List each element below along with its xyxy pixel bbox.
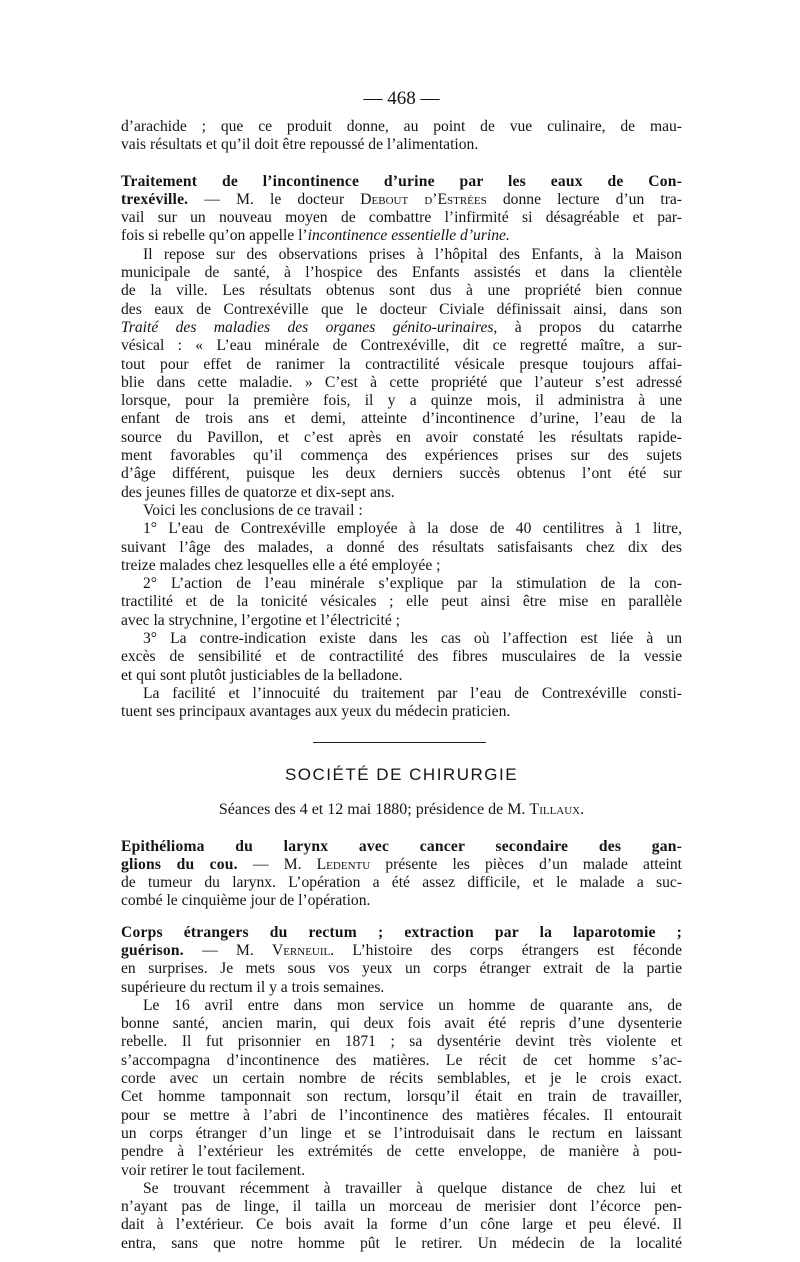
text-line: entra, sans que notre homme pût le retirer. Un médecin de la localité <box>121 1234 682 1252</box>
page-number: — 468 — <box>363 88 440 109</box>
article-heading <box>121 924 682 942</box>
text-line: glions du cou. — M. Ledentu présente les pièces d’un malade atteint <box>121 855 683 873</box>
text-line: combé le cinquième jour de l’opération. <box>121 892 371 910</box>
text-line: 3° La contre-indication existe dans les cas où l’affection est liée à un <box>143 630 682 648</box>
session-info: Séances des 4 et 12 mai 1880; présidence de M. Tillaux. <box>218 800 585 818</box>
text-line: tout pour effet de ranimer la contractilité vésicale presque toujours affai- <box>121 355 682 373</box>
text-line: ment favorables qu’il commença des expériences prises sur des sujets <box>121 447 682 465</box>
text-line: vais résultats et qu’il doit être repoussé de l’alimentation. <box>121 136 479 154</box>
text-line: enfant de trois ans et demi, atteinte d’incontinence d’urine, l’eau de la <box>121 410 682 428</box>
text-line: pour se mettre à l’abri de l’incontinence des matières fécales. Il entourait <box>121 1106 682 1124</box>
section-title: SOCIÉTÉ DE CHIRURGIE <box>284 764 519 784</box>
text-line: bonne santé, ancien marin, qui deux fois avait été repris d’une dysenterie <box>121 1015 682 1033</box>
text-line: trexéville. — M. le docteur Debout d’Estrées donne lecture d’un tra- <box>121 190 682 208</box>
text-line: Traité des maladies des organes génito-urinaires, à propos du catarrhe <box>121 318 682 336</box>
heading-text: trexéville. <box>121 190 189 208</box>
text-line: suivant l’âge des malades, a donné des résultats satisfaisants chez dix des <box>121 538 682 556</box>
text-line: blie dans cette maladie. » C’est à cette propriété que l’auteur s’est adressé <box>121 373 682 391</box>
text-line: lorsque, pour la première fois, il y a quinze mois, il administra à une <box>121 392 682 410</box>
article-heading <box>121 173 682 191</box>
text-line: Cet homme tamponnait son rectum, lorsqu’il était en train de travailler, <box>121 1088 682 1106</box>
text-line: un corps étranger d’un linge et se l’introduisait dans le rectum en laissant <box>121 1124 682 1142</box>
text-line: 2° L’action de l’eau minérale s’explique par la stimulation de la con- <box>143 575 682 593</box>
heading-text: Traitement de l’incontinence d’urine par les eaux de Con- <box>121 172 682 190</box>
text-line: s’accompagna d’incontinence des matières. Le récit de cet homme s’ac- <box>121 1051 682 1069</box>
text-line: guérison. — M. Verneuil. L’histoire des corps étrangers est féconde <box>121 941 682 959</box>
text-line: et qui sont plutôt justiciables de la belladone. <box>121 666 403 684</box>
section-divider <box>121 722 682 762</box>
text-line: fois si rebelle qu’on appelle l’incontinence essentielle d’urine. <box>121 227 510 245</box>
text-line: municipale de santé, à l’hospice des Enfants assistés et dans la clientèle <box>121 264 682 282</box>
text-line: d’âge différent, puisque les deux derniers succès obtenus l’ont été sur <box>121 465 682 483</box>
text-line: pendre à l’extérieur les extrémités de cette enveloppe, de manière à pou- <box>121 1143 682 1161</box>
heading-text: Corps étrangers du rectum ; extraction par la laparotomie ; <box>121 923 682 941</box>
heading-text: glions du cou. <box>121 855 238 873</box>
text-line: voir retirer le tout facilement. <box>121 1161 306 1179</box>
author-name: Debout d’Estrées <box>360 190 487 208</box>
text-line: supérieure du rectum il y a trois semaines. <box>121 978 385 996</box>
text-line: Se trouvant récemment à travailler à quelque distance de chez lui et <box>143 1179 682 1197</box>
text-line: de la ville. Les résultats obtenus sont dus à une propriété bien connue <box>121 282 682 300</box>
text-line: n’ayant pas de linge, il tailla un morceau de merisier dont l’écorce pen- <box>121 1198 682 1216</box>
text-line: vail sur un nouveau moyen de combattre l’infirmité si désagréable et par- <box>121 209 682 227</box>
text-line: des eaux de Contrexéville que le docteur Civiale définissait ainsi, dans son <box>121 300 682 318</box>
text-line: Voici les conclusions de ce travail : <box>143 501 363 519</box>
text-line: d’arachide ; que ce produit donne, au point de vue culinaire, de mau- <box>121 118 682 135</box>
text-line: dait à l’extérieur. Ce bois avait la forme d’un cône large et peu élevé. Il <box>121 1216 682 1234</box>
text-line: Il repose sur des observations prises à l’hôpital des Enfants, à la Maison <box>143 245 682 263</box>
text-line: excès de sensibilité et de contractilité des fibres musculaires de la vessie <box>121 648 682 666</box>
page <box>121 88 682 1253</box>
text-line: corde avec un certain nombre de récits semblables, et je le crois exact. <box>121 1070 682 1088</box>
text-line: des jeunes filles de quatorze et dix-sept ans. <box>121 483 395 501</box>
text-line: Le 16 avril entre dans mon service un homme de quarante ans, de <box>143 996 682 1014</box>
president-name: Tillaux <box>529 800 581 818</box>
text-line: source du Pavillon, et c’est après en avoir constaté les résultats rapide- <box>121 428 682 446</box>
text-line: avec la strychnine, l’ergotine et l’électricité ; <box>121 611 400 629</box>
author-name: Ledentu <box>316 855 371 873</box>
text-line: treize malades chez lesquelles elle a été employée ; <box>121 556 441 574</box>
text-line: rebelle. Il fut prisonnier en 1871 ; sa dysentérie devint très violente et <box>121 1033 682 1051</box>
text-line: tuent ses principaux avantages aux yeux du médecin praticien. <box>121 703 511 721</box>
article-heading <box>121 838 682 856</box>
text-line: 1° L’eau de Contrexéville employée à la dose de 40 centilitres à 1 litre, <box>143 520 682 538</box>
text-line: vésical : « L’eau minérale de Contrexéville, dit ce regretté maître, a sur- <box>121 337 682 355</box>
heading-text: guérison. <box>121 941 184 959</box>
text-line: en surprises. Je mets sous vos yeux un corps étranger extrait de la partie <box>121 960 682 978</box>
text-line: La facilité et l’innocuité du traitement par l’eau de Contrexéville consti- <box>143 684 682 702</box>
heading-text: Epithélioma du larynx avec cancer secondaire des gan- <box>121 837 682 855</box>
text-line: de tumeur du larynx. L’opération a été assez difficile, et le malade a suc- <box>121 874 682 892</box>
author-name: Verneuil <box>271 941 331 959</box>
text-line: tractilité et de la tonicité vésicales ; elle peut ainsi être mise en parallèle <box>121 593 682 611</box>
